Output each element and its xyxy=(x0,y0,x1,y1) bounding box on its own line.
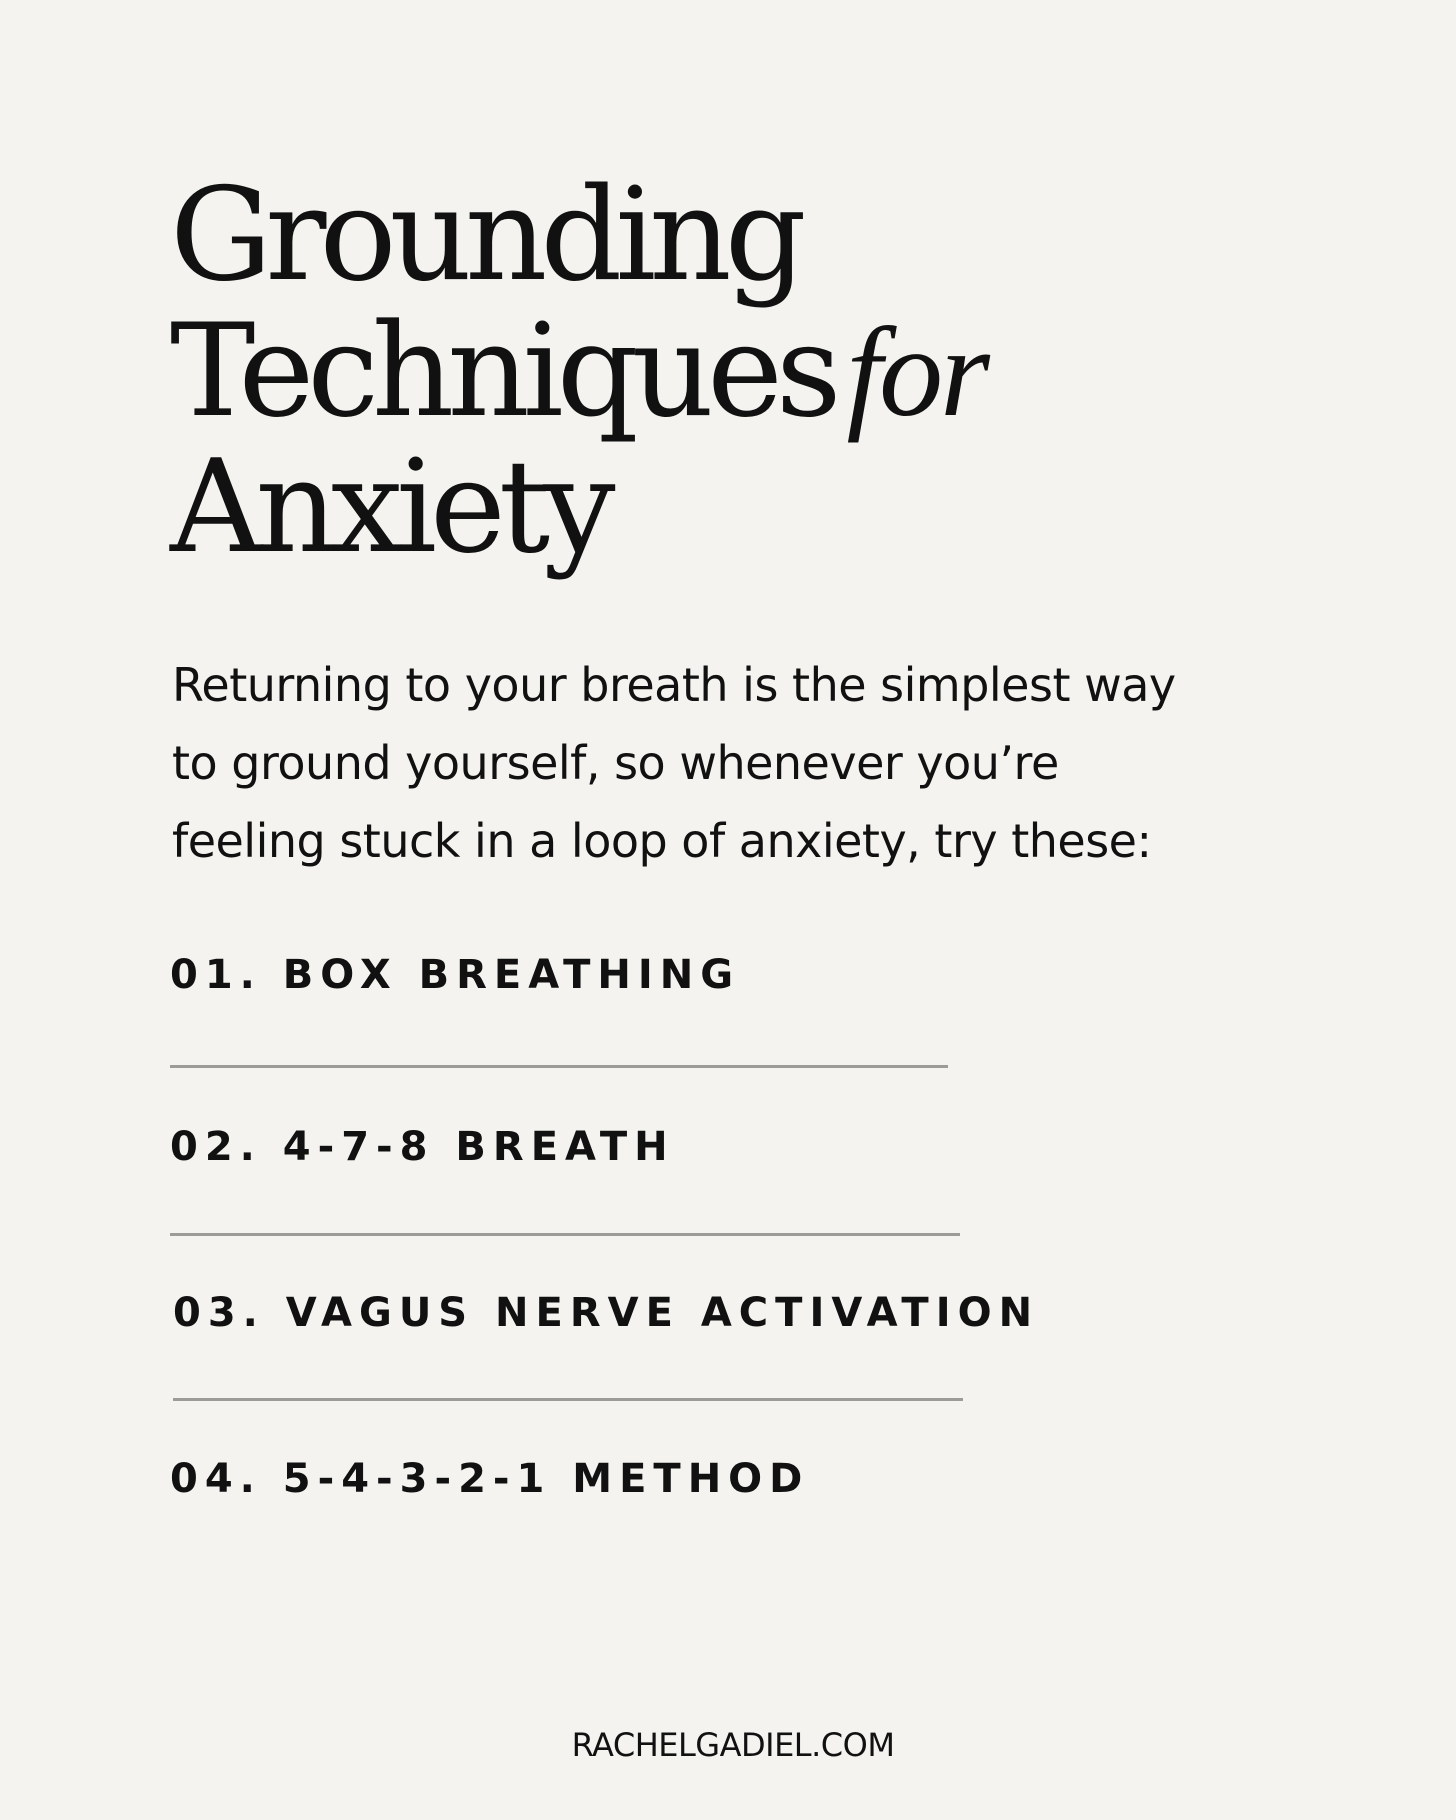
technique-item-1: 01. BOX BREATHING xyxy=(170,952,741,998)
divider-2 xyxy=(170,1233,960,1236)
technique-item-2: 02. 4-7-8 BREATH xyxy=(170,1124,675,1170)
intro-line-2: to ground yourself, so whenever you’re xyxy=(172,736,1059,790)
divider-1 xyxy=(170,1065,948,1068)
technique-item-4: 04. 5-4-3-2-1 METHOD xyxy=(170,1456,810,1502)
intro-paragraph xyxy=(172,646,1292,880)
footer-website: RACHELGADIEL.COM xyxy=(571,1726,895,1764)
title-word-techniques: Techniques xyxy=(170,297,835,446)
title-line-2 xyxy=(170,297,987,446)
technique-item-3: 03. VAGUS NERVE ACTIVATION xyxy=(173,1290,1040,1336)
title-line-3: Anxiety xyxy=(170,433,609,582)
divider-3 xyxy=(173,1398,963,1401)
page-title xyxy=(170,161,987,582)
intro-line-3: feeling stuck in a loop of anxiety, try these: xyxy=(172,814,1152,868)
title-word-for: for xyxy=(846,301,987,443)
intro-line-1: Returning to your breath is the simplest way xyxy=(172,658,1176,712)
title-line-1: Grounding xyxy=(170,161,800,310)
